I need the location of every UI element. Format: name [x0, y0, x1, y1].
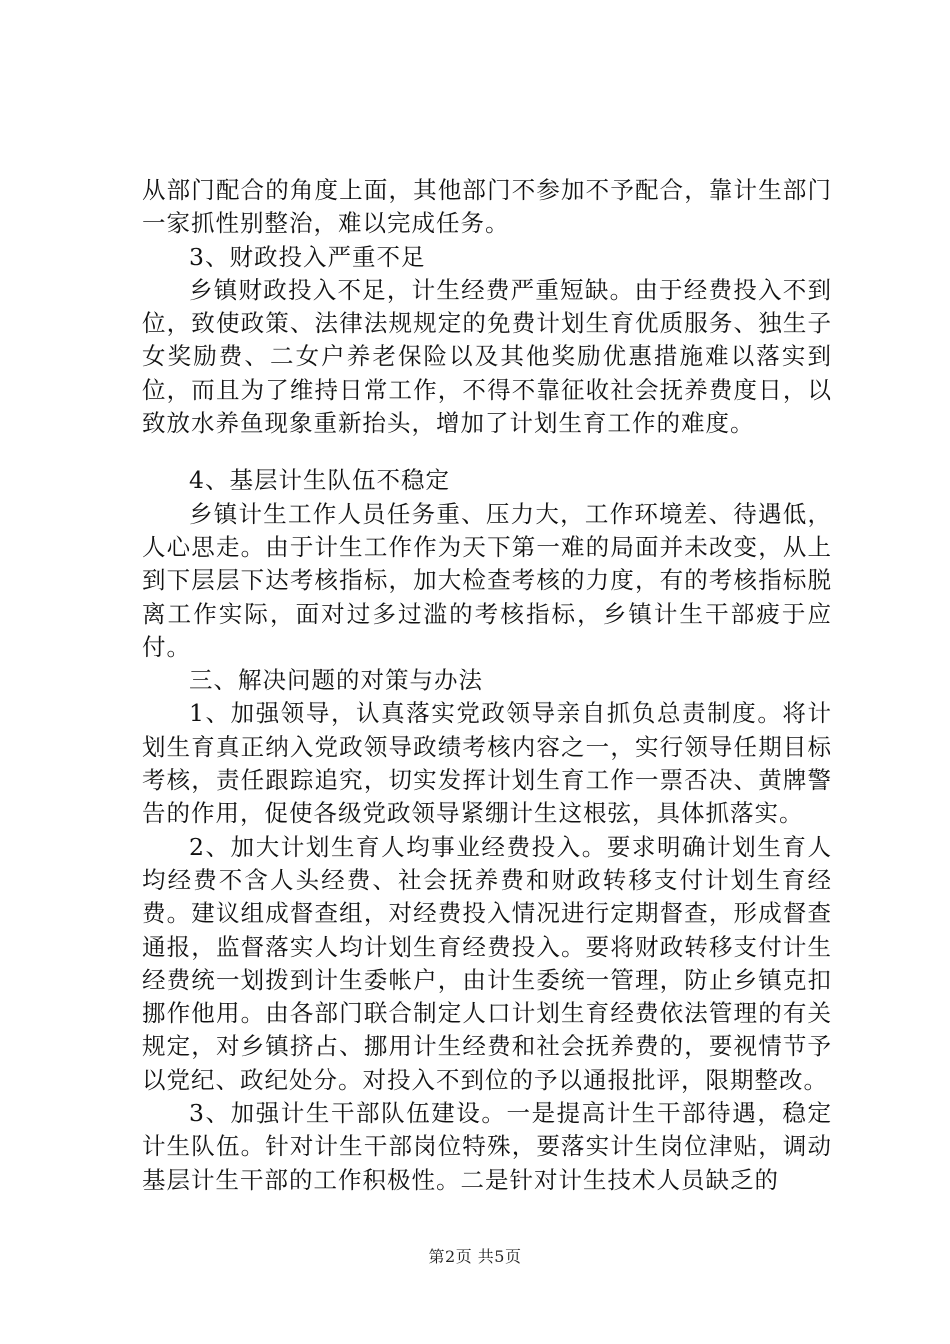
heading-fiscal-investment: 3、财政投入严重不足	[189, 242, 426, 271]
paragraph-grassroots-team: 乡镇计生工作人员任务重、压力大，工作环境差、待遇低，人心思走。由于计生工作作为天下第一难的局面并未改变，从上到下层层下达考核指标，加大检查考核的力度，有的考核指标脱离工作实际，面对过多过滥的考核指标，乡镇计生干部疲于应付。	[142, 499, 832, 661]
paragraph-spacer	[142, 440, 832, 464]
paragraph-fiscal-investment: 乡镇财政投入不足，计生经费严重短缺。由于经费投入不到位，致使政策、法律法规规定的免费计划生育优质服务、独生子女奖励费、二女户养老保险以及其他奖励优惠措施难以落实到位，而且为了维持日常工作，不得不靠征收社会抚养费度日，以致放水养鱼现象重新抬头，增加了计划生育工作的难度。	[142, 275, 832, 438]
paragraph-team-building: 3、加强计生干部队伍建设。一是提高计生干部待遇，稳定计生队伍。针对计生干部岗位特殊，要落实计生岗位津贴，调动基层计生干部的工作积极性。二是针对计生技术人员缺乏的	[142, 1099, 832, 1194]
heading-grassroots-team: 4、基层计生队伍不稳定	[189, 466, 450, 495]
section-heading-solutions: 三、解决问题的对策与办法	[189, 666, 483, 695]
document-body	[142, 174, 832, 1197]
page-number-footer: 第2页 共5页	[428, 1247, 522, 1266]
paragraph-leadership: 1、加强领导，认真落实党政领导亲自抓负总责制度。将计划生育真正纳入党政领导政绩考核内容之一，实行领导任期目标考核，责任跟踪追究，切实发挥计划生育工作一票否决、黄牌警告的作用，促使各级党政领导紧绷计生这根弦，具体抓落实。	[142, 699, 832, 828]
paragraph-continuation: 从部门配合的角度上面，其他部门不参加不予配合，靠计生部门一家抓性别整治，难以完成任务。	[142, 176, 832, 238]
paragraph-funding: 2、加大计划生育人均事业经费投入。要求明确计划生育人均经费不含人头经费、社会抚养费和财政转移支付计划生育经费。建议组成督查组，对经费投入情况进行定期督查，形成督查通报，监督落实人均计划生育经费投入。要将财政转移支付计生经费统一划拨到计生委帐户，由计生委统一管理，防止乡镇克扣挪作他用。由各部门联合制定人口计划生育经费依法管理的有关规定，对乡镇挤占、挪用计生经费和社会抚养费的，要视情节予以党纪、政纪处分。对投入不到位的予以通报批评，限期整改。	[142, 832, 832, 1094]
